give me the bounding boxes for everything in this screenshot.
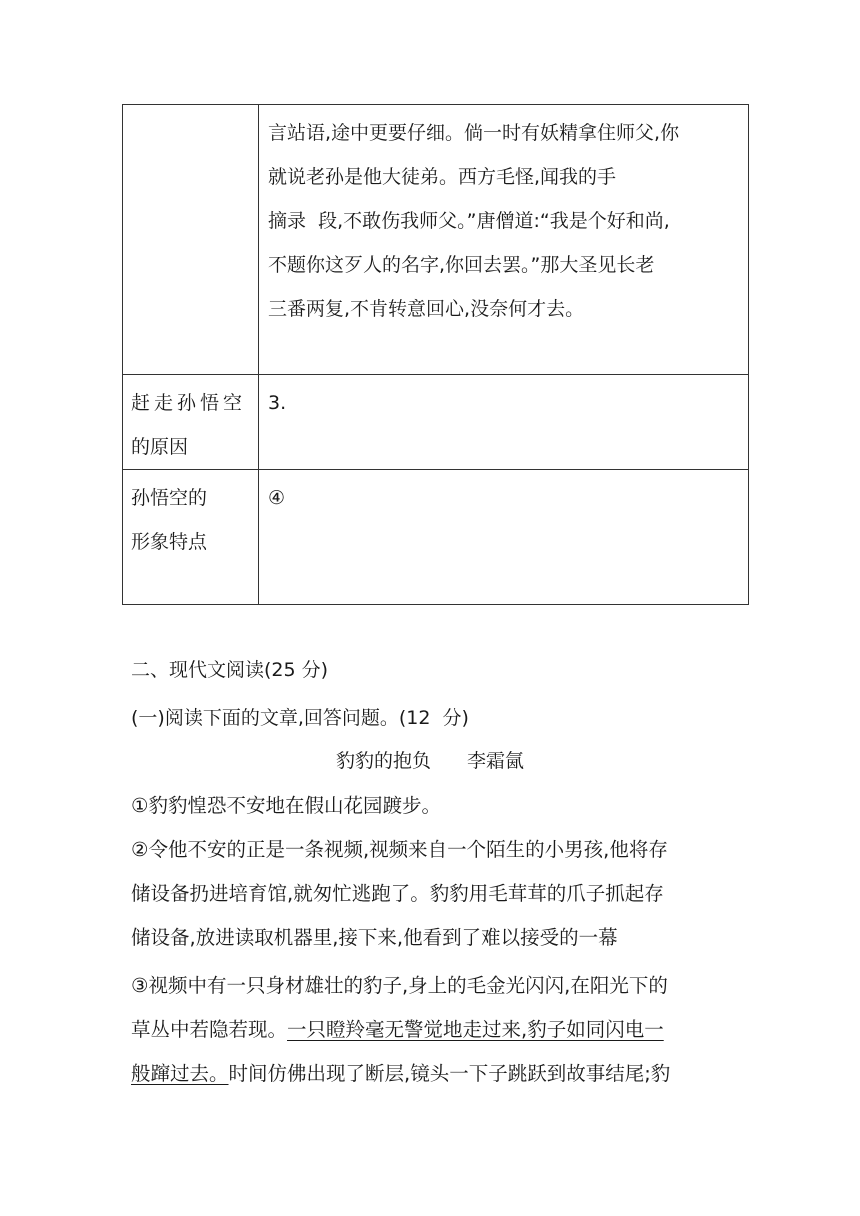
paragraph-text: 时间仿佛出现了断层,镜头一下子跳跃到故事结尾;豹 (228, 1062, 671, 1085)
quote-line: 三番两复,不肯转意回心,没奈何才去。 (268, 298, 585, 320)
paragraph-2 (131, 828, 737, 960)
paragraph-line: ②令他不安的正是一条视频,视频来自一个陌生的小男孩,他将存 (131, 838, 668, 861)
article-title-line (0, 749, 860, 773)
table-label-cell (123, 375, 259, 470)
table-content-cell (259, 105, 749, 375)
row-label: 赶走孙悟空 (131, 392, 247, 414)
table-row (123, 105, 749, 375)
paragraph-line: 储设备,放进读取机器里,接下来,他看到了难以接受的一幕 (131, 926, 618, 949)
paragraph-1 (131, 784, 737, 828)
quote-line: 就说老孙是他大徒弟。西方毛怪,闻我的手 (268, 166, 617, 188)
row-label: 孙悟空的 (131, 487, 208, 509)
section-heading: 二、现代文阅读(25 分) (131, 659, 329, 681)
quote-line: 言站语,途中更要仔细。倘一时有妖精拿住师父,你 (268, 122, 680, 144)
answer-number: 3. (268, 392, 287, 414)
underlined-sentence: 般蹿过去。 (131, 1062, 229, 1085)
table-row (123, 470, 749, 605)
paragraph-line: 储设备扔进培育馆,就匆忙逃跑了。豹豹用毛茸茸的爪子抓起存 (131, 882, 664, 905)
paragraph-line: ①豹豹惶恐不安地在假山花园踱步。 (131, 794, 441, 817)
row-label: 形象特点 (131, 531, 208, 553)
quote-line: 摘录 段,不敢伤我师父。”唐僧道:“我是个好和尚, (268, 210, 670, 232)
article-title: 豹豹的抱负 (335, 750, 431, 772)
underlined-sentence: 一只瞪羚毫无警觉地走过来,豹子如同闪电一 (287, 1018, 664, 1041)
table-content-cell (259, 375, 749, 470)
table-label-cell (123, 470, 259, 605)
paragraph-line: ③视频中有一只身材雄壮的豹子,身上的毛金光闪闪,在阳光下的 (131, 974, 668, 997)
quote-line: 不题你这歹人的名字,你回去罢。”那大圣见长老 (268, 254, 655, 276)
table-label-cell (123, 105, 259, 375)
info-table (122, 104, 749, 605)
paragraph-line (131, 1008, 737, 1052)
answer-number: ④ (268, 487, 286, 509)
paragraph-text: 草丛中若隐若现。 (131, 1018, 288, 1041)
table-content-cell (259, 470, 749, 605)
paragraph-line (131, 1052, 737, 1096)
paragraph-3 (131, 964, 737, 1096)
row-label: 的原因 (131, 436, 189, 458)
sub-heading: (一)阅读下面的文章,回答问题。(12 分) (131, 707, 469, 729)
table-row (123, 375, 749, 470)
article-author: 李霜氤 (467, 750, 525, 772)
